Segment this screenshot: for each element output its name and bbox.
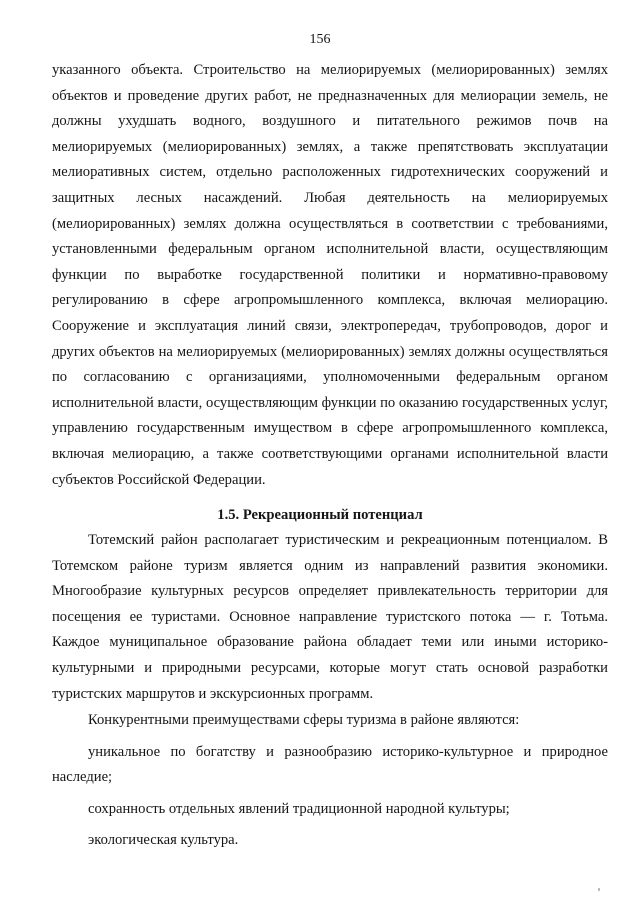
advantage-item: сохранность отдельных явлений традиционной народной культуры; — [88, 800, 510, 817]
advantages-intro: Конкурентными преимуществами сферы туризма в районе являются: — [88, 712, 520, 728]
advantage-item: уникальное по богатству и разнообразию историко-культурное и природное наследие; — [52, 743, 608, 786]
section-heading: 1.5. Рекреационный потенциал — [217, 507, 423, 523]
page-number: 156 — [309, 32, 331, 47]
continued-paragraph: указанного объекта. Строительство на мелиорируемых (мелиорированных) землях объектов и проведение других работ, не предназначенных для мелиорации земель, не должны ухудшать водного, воздушного и питательного режимов почв на мелиорируемых (мелиорированных) землях, а также препятствовать эксплуатации мелиоративных систем, отдельно расположенных гидротехнических сооружений и защитных лесных насаждений. Любая деятельность на мелиорируемых (мелиорированных) землях должна осуществляться в соответствии с требованиями, установленными федеральным органом исполнительной власти, осуществляющим функции по выработке государственной политики и нормативно-правовому регулированию в сфере агропромышленного комплекса, включая мелиорацию. Сооружение и эксплуатация линий связи, электропередач, трубопроводов, дорог и других объектов на мелиорируемых (мелиорированных) землях должны осуществляться по согласованию с организациями, уполномоченными федеральным органом исполнительной власти, осуществляющим функции по оказанию государственных услуг, управлению государственным имуществом в сфере агропромышленного комплекса, включая мелиорацию, а также соответствующими органами исполнительной власти субъектов Российской Федерации. — [52, 62, 608, 488]
scan-artifact-mark — [598, 888, 600, 891]
section-paragraph: Тотемский район располагает туристическим и рекреационным потенциалом. В Тотемском районе туризм является одним из направлений развития экономики. Многообразие культурных ресурсов определяет привлекательность территории для посещения ее туристами. Основное направление туристского потока — г. Тотьма. Каждое муниципальное образование района обладает теми или иными историко-культурными и природными ресурсами, которые могут стать основой разработки туристских маршрутов и экскурсионных программ. — [52, 532, 608, 702]
advantages-block — [52, 708, 608, 860]
advantage-item: экологическая культура. — [88, 832, 239, 849]
continued-paragraph-block — [52, 58, 608, 493]
section-paragraph-block — [52, 528, 608, 707]
